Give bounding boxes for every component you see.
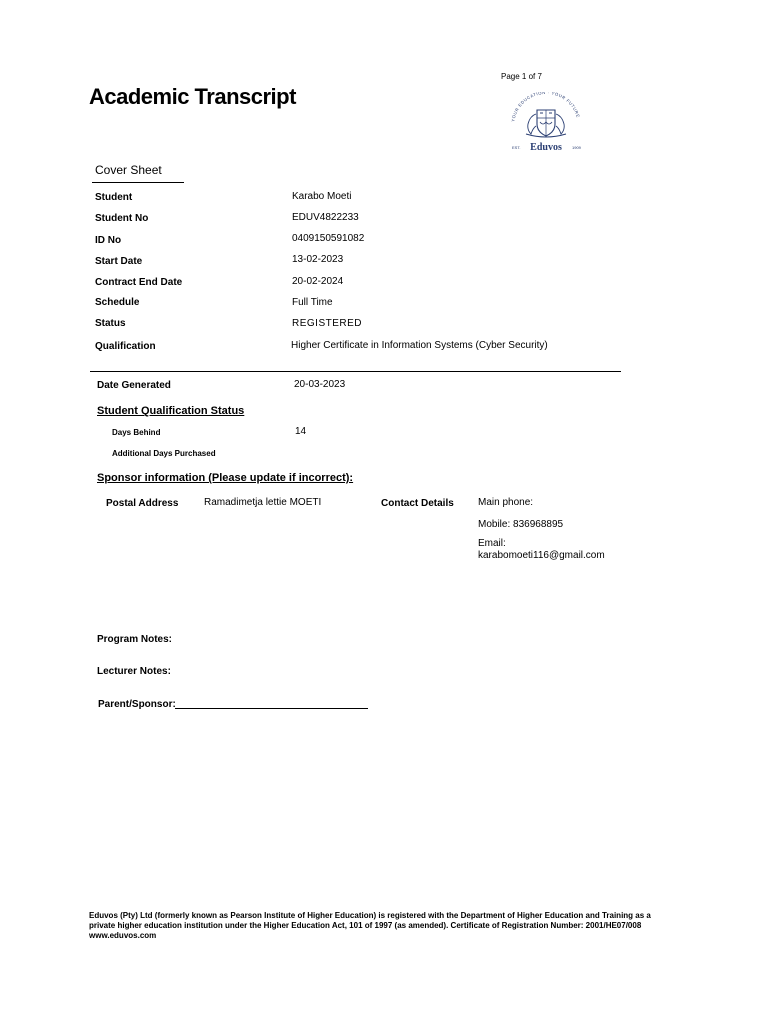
status-label: Status xyxy=(95,318,126,329)
status-value: REGISTERED xyxy=(292,318,363,329)
parent-signature-line xyxy=(175,708,368,709)
qualification-label: Qualification xyxy=(95,341,156,352)
cover-heading-underline xyxy=(92,182,184,183)
logo-brand: Eduvos xyxy=(530,142,562,153)
days-behind-label: Days Behind xyxy=(112,428,161,437)
page-title: Academic Transcript xyxy=(89,84,296,109)
id-no-value: 0409150591082 xyxy=(292,233,365,244)
qualification-status-heading: Student Qualification Status xyxy=(97,405,245,417)
logo-ring-text: YOUR EDUCATION · YOUR FUTURE xyxy=(510,92,581,123)
eduvos-logo xyxy=(500,92,592,154)
logo-year: 1909 xyxy=(572,145,581,150)
email-value: karabomoeti116@gmail.com xyxy=(478,550,605,561)
start-date-value: 13-02-2023 xyxy=(292,254,344,265)
contact-details-label: Contact Details xyxy=(381,498,454,509)
page-indicator: Page 1 of 7 xyxy=(501,72,542,81)
schedule-label: Schedule xyxy=(95,297,140,308)
student-label: Student xyxy=(95,192,133,203)
date-generated-value: 20-03-2023 xyxy=(294,379,346,390)
parent-sponsor-label: Parent/Sponsor: xyxy=(98,699,176,710)
postal-address-label: Postal Address xyxy=(106,498,179,509)
program-notes-label: Program Notes: xyxy=(97,634,173,645)
days-behind-value: 14 xyxy=(295,426,307,437)
contract-end-date-label: Contract End Date xyxy=(95,277,183,288)
student-no-label: Student No xyxy=(95,213,149,224)
lecturer-notes-label: Lecturer Notes: xyxy=(97,666,171,677)
additional-days-label: Additional Days Purchased xyxy=(112,449,216,458)
footer-registration-notice: Eduvos (Pty) Ltd (formerly known as Pearson Institute of Higher Education) is registered with the Department of Higher Education and Training as a private higher education institution under the Higher Education Act, 101 of 1997 (as amended). Certificate of Registration Number: 2001/HE07/008 www.eduvos.com xyxy=(89,911,651,940)
id-no-label: ID No xyxy=(95,235,122,246)
main-phone: Main phone: xyxy=(478,497,534,508)
postal-address-value: Ramadimetja lettie MOETI xyxy=(204,497,322,508)
section-divider xyxy=(90,371,621,372)
start-date-label: Start Date xyxy=(95,256,143,267)
cover-sheet-heading: Cover Sheet xyxy=(95,163,162,177)
mobile-phone: Mobile: 836968895 xyxy=(478,519,564,530)
email-label: Email: xyxy=(478,538,506,549)
contract-end-date-value: 20-02-2024 xyxy=(292,276,344,287)
date-generated-label: Date Generated xyxy=(97,380,171,391)
schedule-value: Full Time xyxy=(292,297,333,308)
sponsor-heading: Sponsor information (Please update if incorrect): xyxy=(97,472,354,484)
logo-est: EST. xyxy=(512,145,521,150)
crest-icon xyxy=(526,110,566,137)
qualification-value: Higher Certificate in Information Systems (Cyber Security) xyxy=(291,340,548,351)
student-value: Karabo Moeti xyxy=(292,191,352,202)
student-no-value: EDUV4822233 xyxy=(292,212,359,223)
